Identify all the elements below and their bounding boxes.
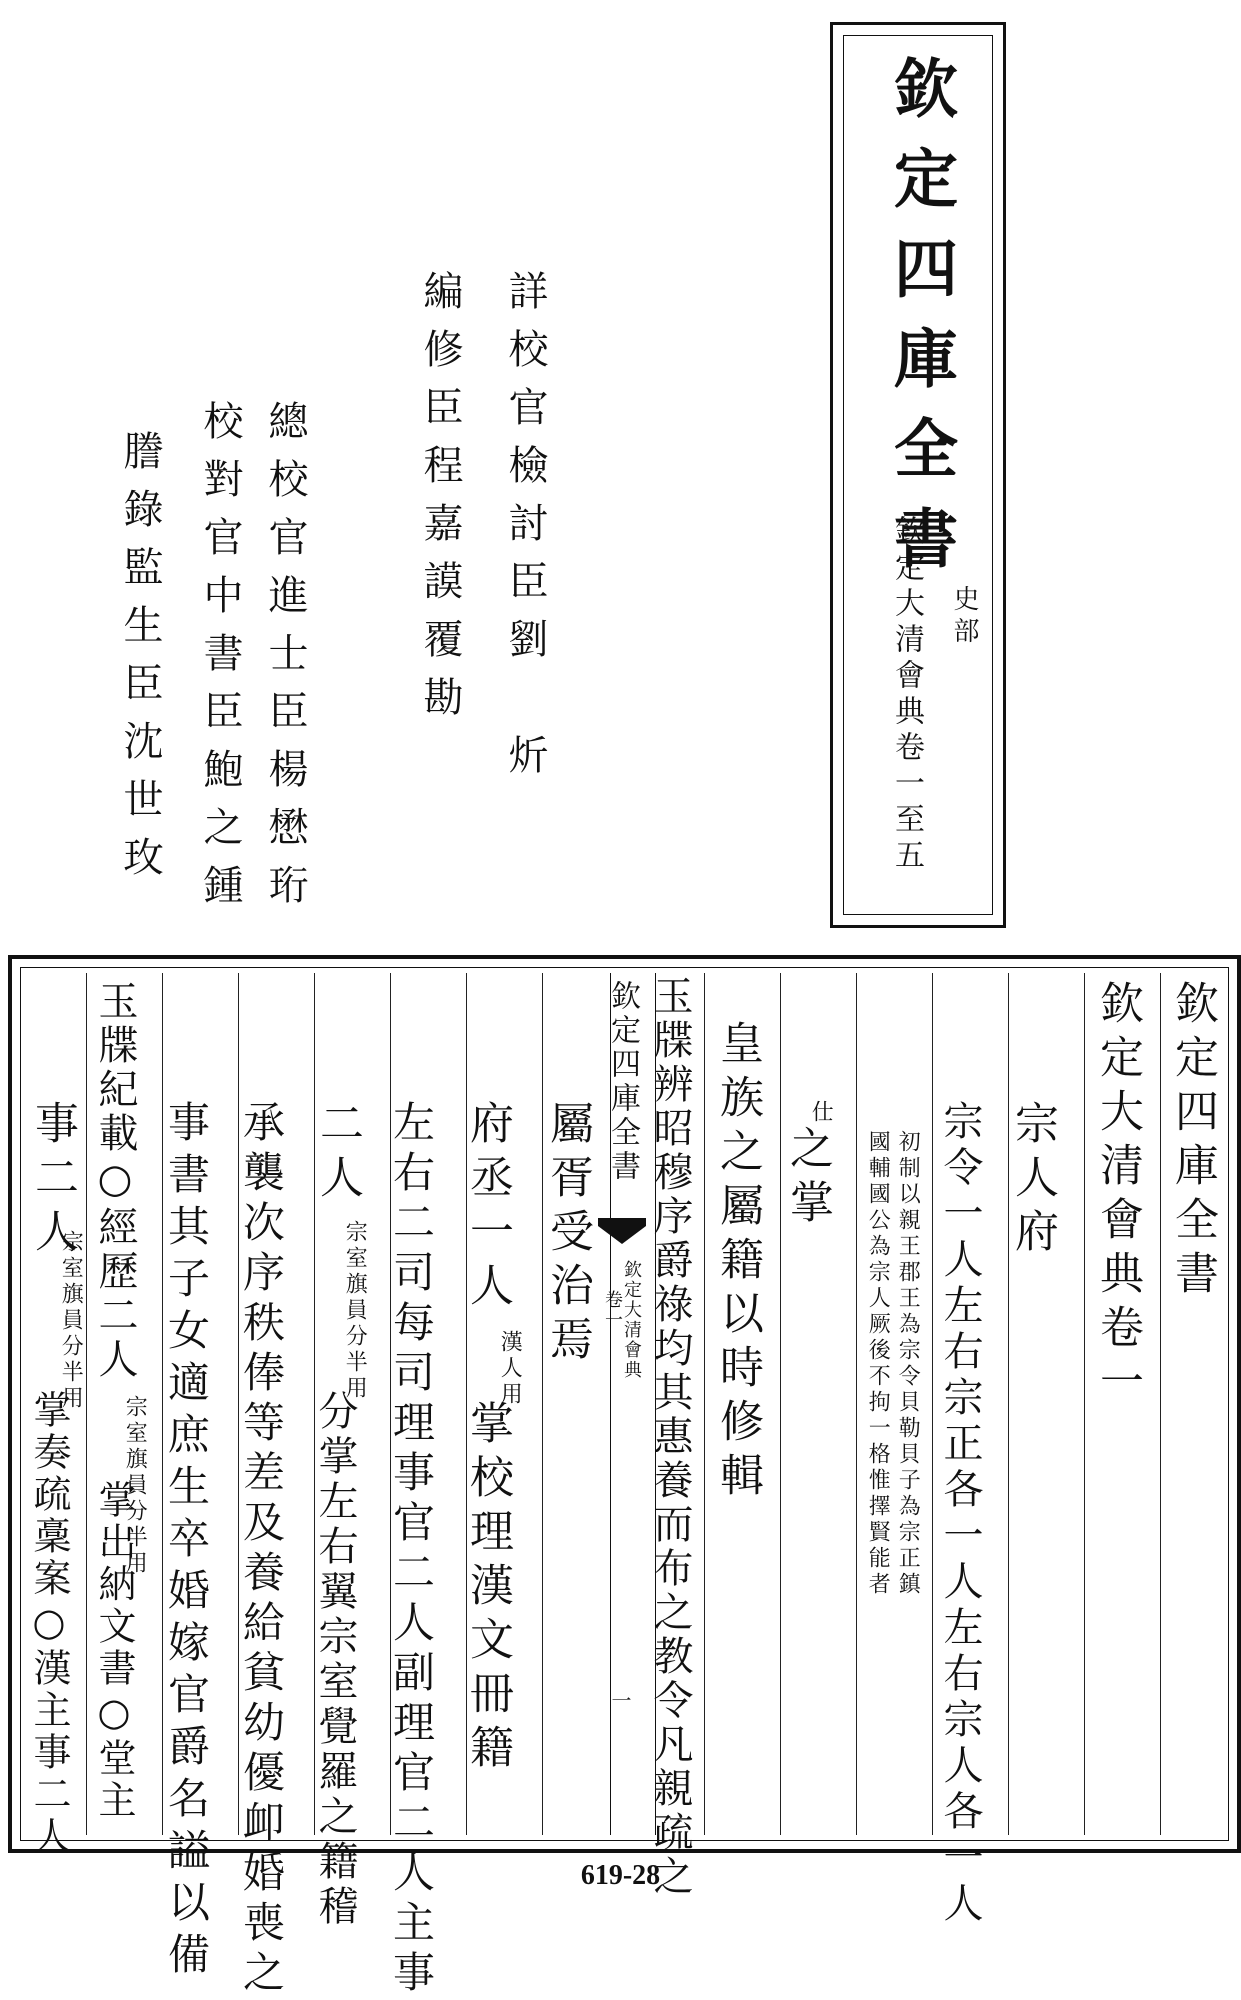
cover-main-title: 欽定四庫全書 [883,55,958,595]
text-line-3: 皇族之屬籍以時修輯 [712,1020,763,1506]
text-line-11b: 掌出納文書○堂主 [92,1480,136,1822]
text-line-2: 之掌 [782,1125,833,1233]
text-line-4: 玉牒辨昭穆序爵祿均其惠養而布之教令凡親疏之 [647,975,693,1899]
text-line-5: 屬胥受治焉 [542,1100,593,1370]
editor-line-5: 謄錄監生臣沈世玫 [117,430,163,894]
editor-line-1: 詳校官檢討臣劉 炘 [502,270,548,792]
office-name: 宗人府 [1007,1100,1058,1262]
text-line-8b: 分掌左右翼宗室覺羅之籍稽 [312,1390,358,1930]
text-line-11a: 玉牒紀載○經歷二人 [92,980,138,1382]
annotation-12: 宗室旗員分半用 [58,1230,84,1412]
editor-line-2: 編修臣程嘉謨覆勘 [417,270,463,734]
annotation-1b: 國輔國公為宗人厥後不拘一格惟擇賢能者 [865,1130,891,1598]
main-title: 欽定大清會典卷一 [1092,980,1143,1412]
text-line-6b: 掌校理漢文冊籍 [462,1400,513,1778]
gutter-juan: 卷一 [602,1290,623,1330]
annotation-2: 仕 [808,1100,834,1126]
text-line-12a: 事二人 [27,1100,78,1262]
cover-book-title: 欽定大清會典卷一至五 [889,515,924,875]
annotation-11: 宗室旗員分半用 [122,1395,148,1577]
page-number: 619-28 [580,1860,661,1891]
text-line-7: 左右二司每司理事官二人副理官二人主事 [387,1100,436,2000]
text-line-6: 府丞一人 [462,1100,513,1316]
fish-tail-mark [598,1218,646,1248]
annotation-8: 宗室旗員分半用 [342,1220,368,1402]
gutter-title: 欽定大清會典 [621,1260,642,1380]
editor-line-3: 總校官進士臣楊懋珩 [262,400,308,922]
annotation-6: 漢人用 [497,1330,523,1408]
title-box [830,22,1006,928]
text-line-10: 事書其子女適庶生卒婚嫁官爵名謚以備 [162,1100,211,1984]
editor-line-4: 校對官中書臣鮑之鍾 [197,400,243,922]
gutter-header: 欽定四庫全書 [605,980,640,1184]
annotation-1a: 初制以親王郡王為宗令貝勒貝子為宗正鎮 [895,1130,921,1598]
text-line-12b: 掌奏疏稾案○漢主事二人 [27,1390,71,1858]
text-line-1: 宗令一人左右宗正各一人左右宗人各一人 [937,1100,983,1928]
gutter-page: 一 [608,1690,632,1710]
cover-category: 史部 [949,585,979,649]
text-line-8a: 二人 [312,1100,363,1208]
main-header: 欽定四庫全書 [1167,980,1218,1304]
text-line-9: 承襲次序秩俸等差及養給貧幼優卹婚喪之 [237,1100,286,2000]
